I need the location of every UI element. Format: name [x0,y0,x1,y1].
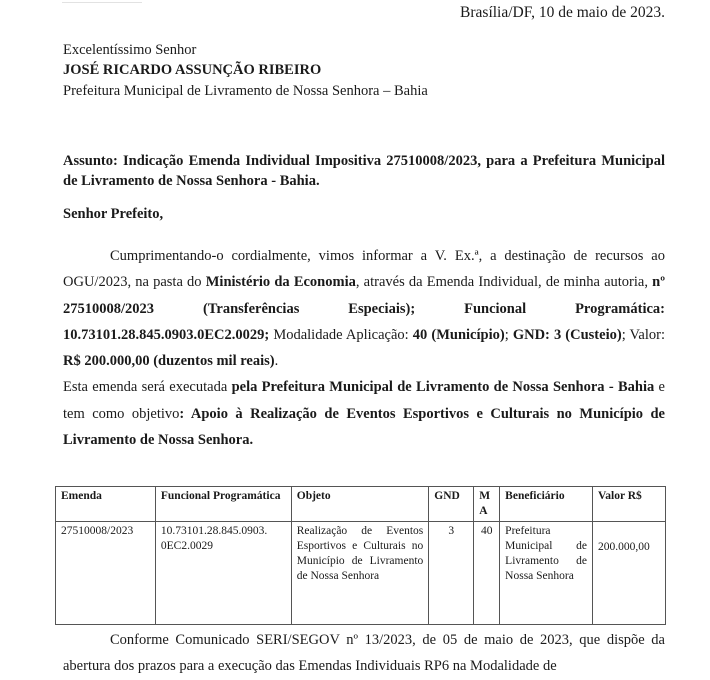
text: ; Valor: [621,326,665,343]
header-objeto: Objeto [291,487,429,522]
paragraph-destination [63,243,665,374]
subject-line: Assunto: Indicação Emenda Individual Impositiva 27510008/2023, para a Prefeitura Municipal de Livramento de Nossa Senhora - Bahia. [63,153,665,189]
greeting: Senhor Prefeito, [63,206,164,222]
table-header-row [56,487,666,522]
cropped-header-line [62,0,142,3]
cell-objeto: Realização de Eventos Esportivos e Culturais no Município de Livramento de Nossa Senhora [291,522,429,625]
text: Modalidade Aplicação: [269,326,413,343]
cell-beneficiario: Prefeitura Municipal de Livramento de Nossa Senhora [500,522,593,625]
text: , através da Emenda Individual, de minha autoria, [355,274,653,291]
table-row [56,522,666,625]
bottom-text [63,627,665,680]
cell-emenda: 27510008/2023 [56,522,156,625]
text: Esta emenda será executada [63,379,232,396]
text: e tem como objetivo [63,379,665,422]
emenda-details: nº 27510008/2023 (Transferências Especiais); Funcional Programática: 10.73101.28.845.0903.0EC2.0029; [63,274,665,343]
cell-valor: 200.000,00 [593,522,666,625]
gnd-value: GND: 3 (Custeio) [512,326,622,343]
header-emenda: Emenda [56,487,156,522]
header-funcional: Funcional Programática [155,487,291,522]
text: . [274,353,279,370]
cell-funcional: 10.73101.28.845.0903. 0EC2.0029 [155,522,291,625]
header-gnd: GND [429,487,474,522]
objective: : Apoio à Realização de Eventos Esportivos e Culturais no Município de Livramento de Nossa Senhora. [63,405,665,449]
text: Cumprimentando-o cordialmente, vimos informar a V. Ex.ª, a destinação de recursos ao OGU/2023, na pasta do [63,248,665,291]
paragraph-execution [63,374,665,453]
emenda-table [55,486,666,625]
date-line: Brasília/DF, 10 de maio de 2023. [460,4,665,21]
header-beneficiario: Beneficiário [500,487,593,522]
ministry-name: Ministério da Economia [205,274,356,291]
text: ; [504,326,513,343]
recipient-salutation: Excelentíssimo Senhor [63,42,197,58]
cell-gnd: 3 [429,522,474,625]
paragraph-comunicado: Conforme Comunicado SERI/SEGOV nº 13/2023, de 05 de maio de 2023, que dispõe da abertura dos prazos para a execução das Emendas Individuais RP6 na Modalidade de [63,632,665,675]
recipient-institution: Prefeitura Municipal de Livramento de Nossa Senhora – Bahia [63,83,428,99]
recipient-name: JOSÉ RICARDO ASSUNÇÃO RIBEIRO [63,62,322,78]
body-text [63,243,665,453]
header-valor: Valor R$ [593,487,666,522]
amount-value: R$ 200.000,00 (duzentos mil reais) [63,353,275,370]
executor-name: pela Prefeitura Municipal de Livramento de Nossa Senhora - Bahia [231,379,655,396]
modalidade-value: 40 (Município) [412,326,505,343]
header-ma: M A [474,487,500,522]
cell-ma: 40 [474,522,500,625]
